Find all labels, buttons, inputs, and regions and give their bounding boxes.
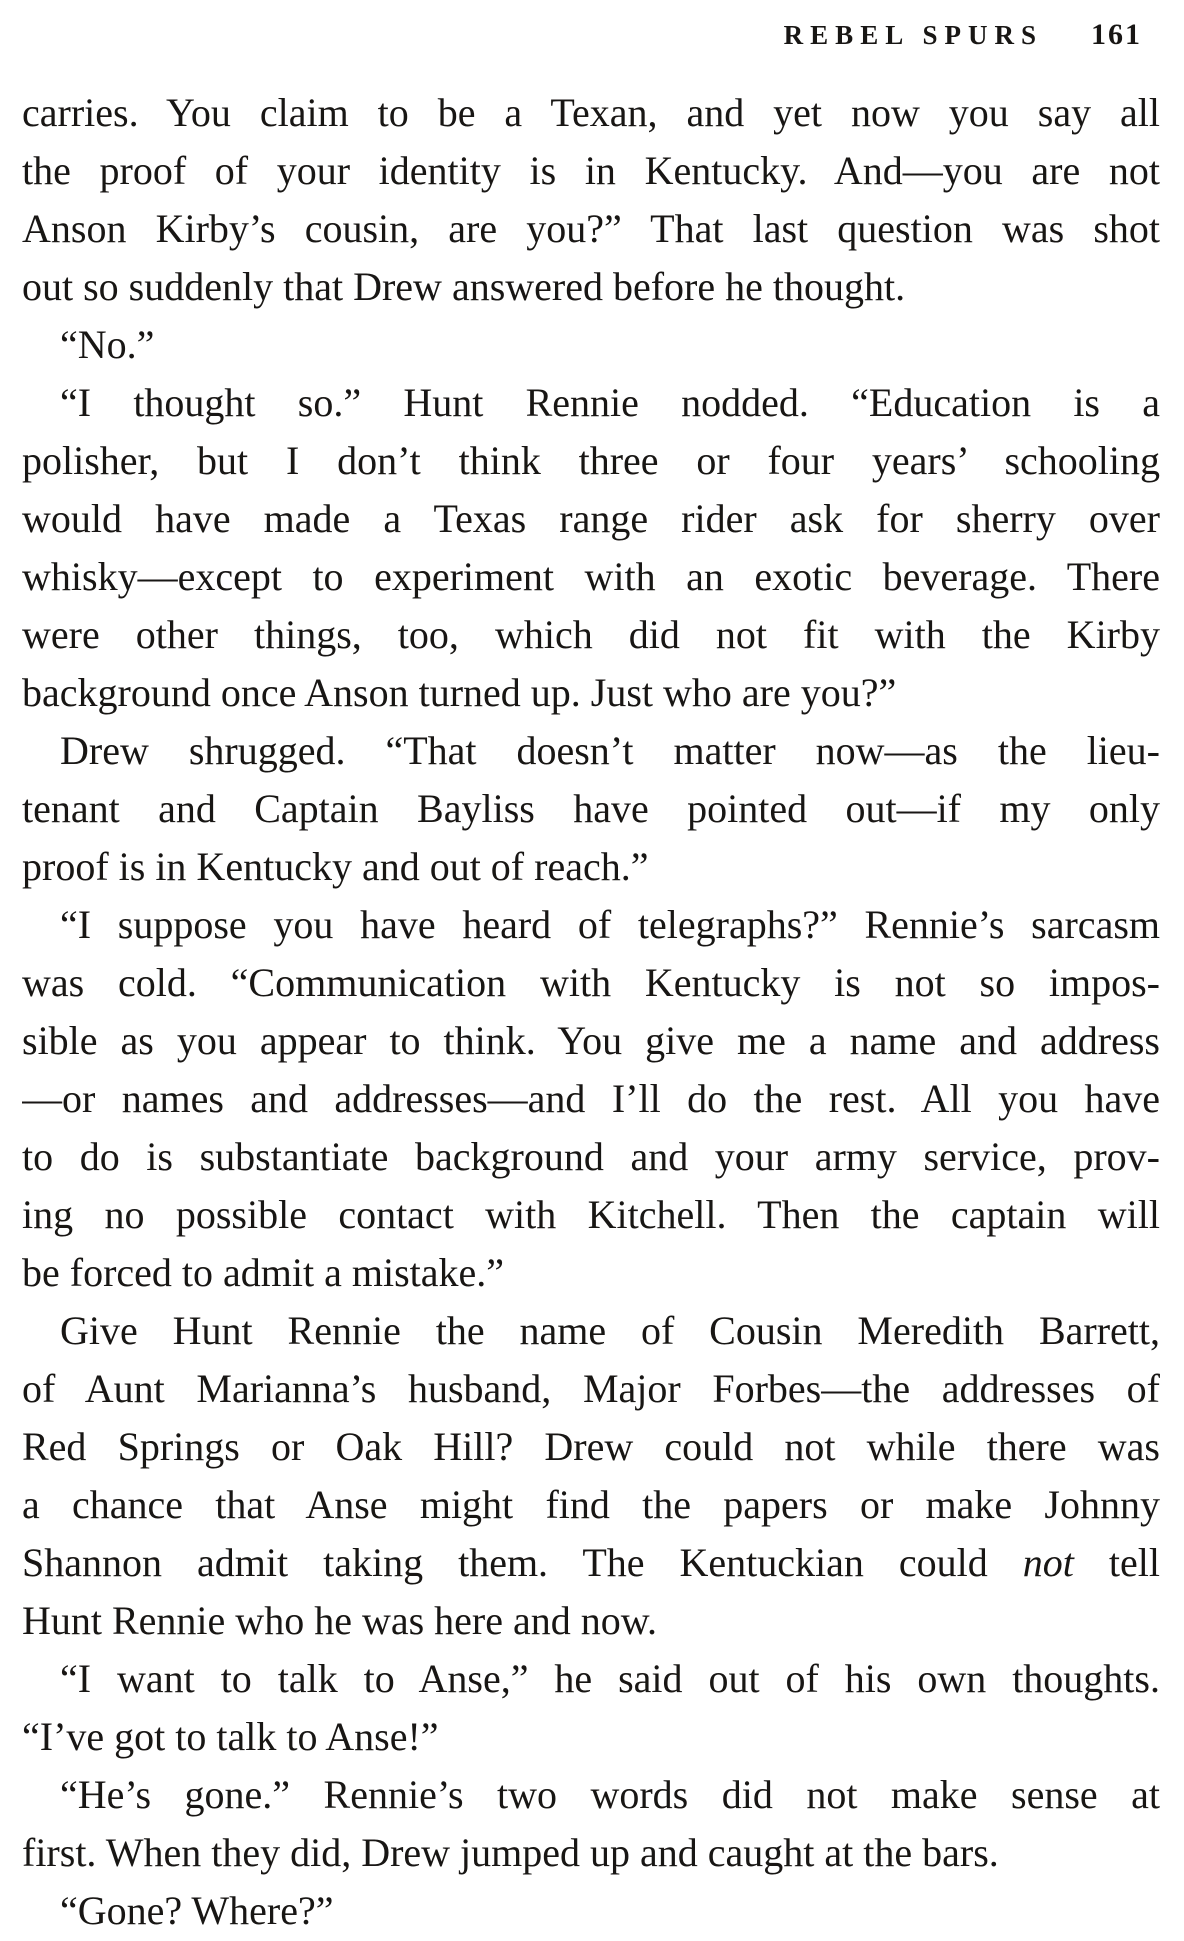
text-line bbox=[22, 258, 1160, 316]
text-segment: was cold. “Communication with Kentucky is not so impos- bbox=[22, 960, 1160, 1005]
text-segment: Hunt Rennie who he was here and now. bbox=[22, 1598, 658, 1643]
text-segment: of Aunt Marianna’s husband, Major Forbes—the addresses of bbox=[22, 1366, 1160, 1411]
text-line bbox=[22, 954, 1160, 1012]
text-line bbox=[22, 548, 1160, 606]
text-segment: proof is in Kentucky and out of reach.” bbox=[22, 844, 649, 889]
text-line bbox=[22, 1476, 1160, 1534]
text-line bbox=[22, 1070, 1160, 1128]
text-line bbox=[22, 1418, 1160, 1476]
text-segment: “I want to talk to Anse,” he said out of his own thoughts. bbox=[60, 1656, 1160, 1701]
text-line bbox=[22, 1012, 1160, 1070]
text-line bbox=[22, 1128, 1160, 1186]
text-segment: tenant and Captain Bayliss have pointed out—if my only bbox=[22, 786, 1160, 831]
text-segment: “I’ve got to talk to Anse!” bbox=[22, 1714, 439, 1759]
text-segment: whisky—except to experiment with an exotic beverage. There bbox=[22, 554, 1160, 599]
emphasized-word: not bbox=[1022, 1540, 1074, 1585]
text-line bbox=[22, 1186, 1160, 1244]
running-header-title: REBEL SPURS bbox=[783, 20, 1043, 50]
text-segment: Give Hunt Rennie the name of Cousin Meredith Barrett, bbox=[60, 1308, 1160, 1353]
text-segment: polisher, but I don’t think three or four years’ schooling bbox=[22, 438, 1160, 483]
text-segment: —or names and addresses—and I’ll do the rest. All you have bbox=[22, 1076, 1160, 1121]
text-line bbox=[22, 1360, 1160, 1418]
text-segment: sible as you appear to think. You give me a name and address bbox=[22, 1018, 1160, 1063]
text-line bbox=[22, 1244, 1160, 1302]
text-line bbox=[22, 606, 1160, 664]
text-segment: would have made a Texas range rider ask for sherry over bbox=[22, 496, 1160, 541]
text-segment: “Gone? Where?” bbox=[60, 1888, 334, 1933]
text-segment: “No.” bbox=[60, 322, 155, 367]
text-segment: Shannon admit taking them. The Kentuckian could bbox=[22, 1540, 1023, 1585]
text-segment: tell bbox=[1073, 1540, 1160, 1585]
text-segment: background once Anson turned up. Just who are you?” bbox=[22, 670, 897, 715]
text-line bbox=[22, 722, 1160, 780]
text-line bbox=[22, 1650, 1160, 1708]
page-number: 161 bbox=[1091, 18, 1142, 51]
text-segment: Red Springs or Oak Hill? Drew could not while there was bbox=[22, 1424, 1160, 1469]
text-segment: Anson Kirby’s cousin, are you?” That last question was shot bbox=[22, 206, 1160, 251]
text-line bbox=[22, 896, 1160, 954]
running-header bbox=[22, 18, 1160, 52]
text-segment: a chance that Anse might find the papers or make Johnny bbox=[22, 1482, 1160, 1527]
text-segment: to do is substantiate background and your army service, prov- bbox=[22, 1134, 1160, 1179]
text-line bbox=[22, 490, 1160, 548]
text-line bbox=[22, 84, 1160, 142]
text-line bbox=[22, 1824, 1160, 1882]
text-line bbox=[22, 142, 1160, 200]
text-line bbox=[22, 780, 1160, 838]
text-line bbox=[22, 1592, 1160, 1650]
text-segment: “I thought so.” Hunt Rennie nodded. “Education is a bbox=[60, 380, 1160, 425]
text-line bbox=[22, 838, 1160, 896]
text-line bbox=[22, 432, 1160, 490]
text-line bbox=[22, 1302, 1160, 1360]
body-text bbox=[22, 84, 1160, 1940]
text-segment: ing no possible contact with Kitchell. Then the captain will bbox=[22, 1192, 1160, 1237]
text-segment: carries. You claim to be a Texan, and yet now you say all bbox=[22, 90, 1160, 135]
text-line bbox=[22, 200, 1160, 258]
text-line bbox=[22, 1882, 1160, 1940]
text-line bbox=[22, 1534, 1160, 1592]
text-segment: out so suddenly that Drew answered before he thought. bbox=[22, 264, 906, 309]
text-line bbox=[22, 1766, 1160, 1824]
text-line bbox=[22, 1708, 1160, 1766]
text-segment: “I suppose you have heard of telegraphs?” Rennie’s sarcasm bbox=[60, 902, 1160, 947]
text-line bbox=[22, 374, 1160, 432]
text-segment: the proof of your identity is in Kentucky. And—you are not bbox=[22, 148, 1160, 193]
text-segment: were other things, too, which did not fit with the Kirby bbox=[22, 612, 1160, 657]
text-segment: Drew shrugged. “That doesn’t matter now—as the lieu- bbox=[60, 728, 1160, 773]
text-line bbox=[22, 664, 1160, 722]
text-segment: be forced to admit a mistake.” bbox=[22, 1250, 505, 1295]
text-line bbox=[22, 316, 1160, 374]
text-segment: “He’s gone.” Rennie’s two words did not make sense at bbox=[60, 1772, 1160, 1817]
text-segment: first. When they did, Drew jumped up and caught at the bars. bbox=[22, 1830, 999, 1875]
